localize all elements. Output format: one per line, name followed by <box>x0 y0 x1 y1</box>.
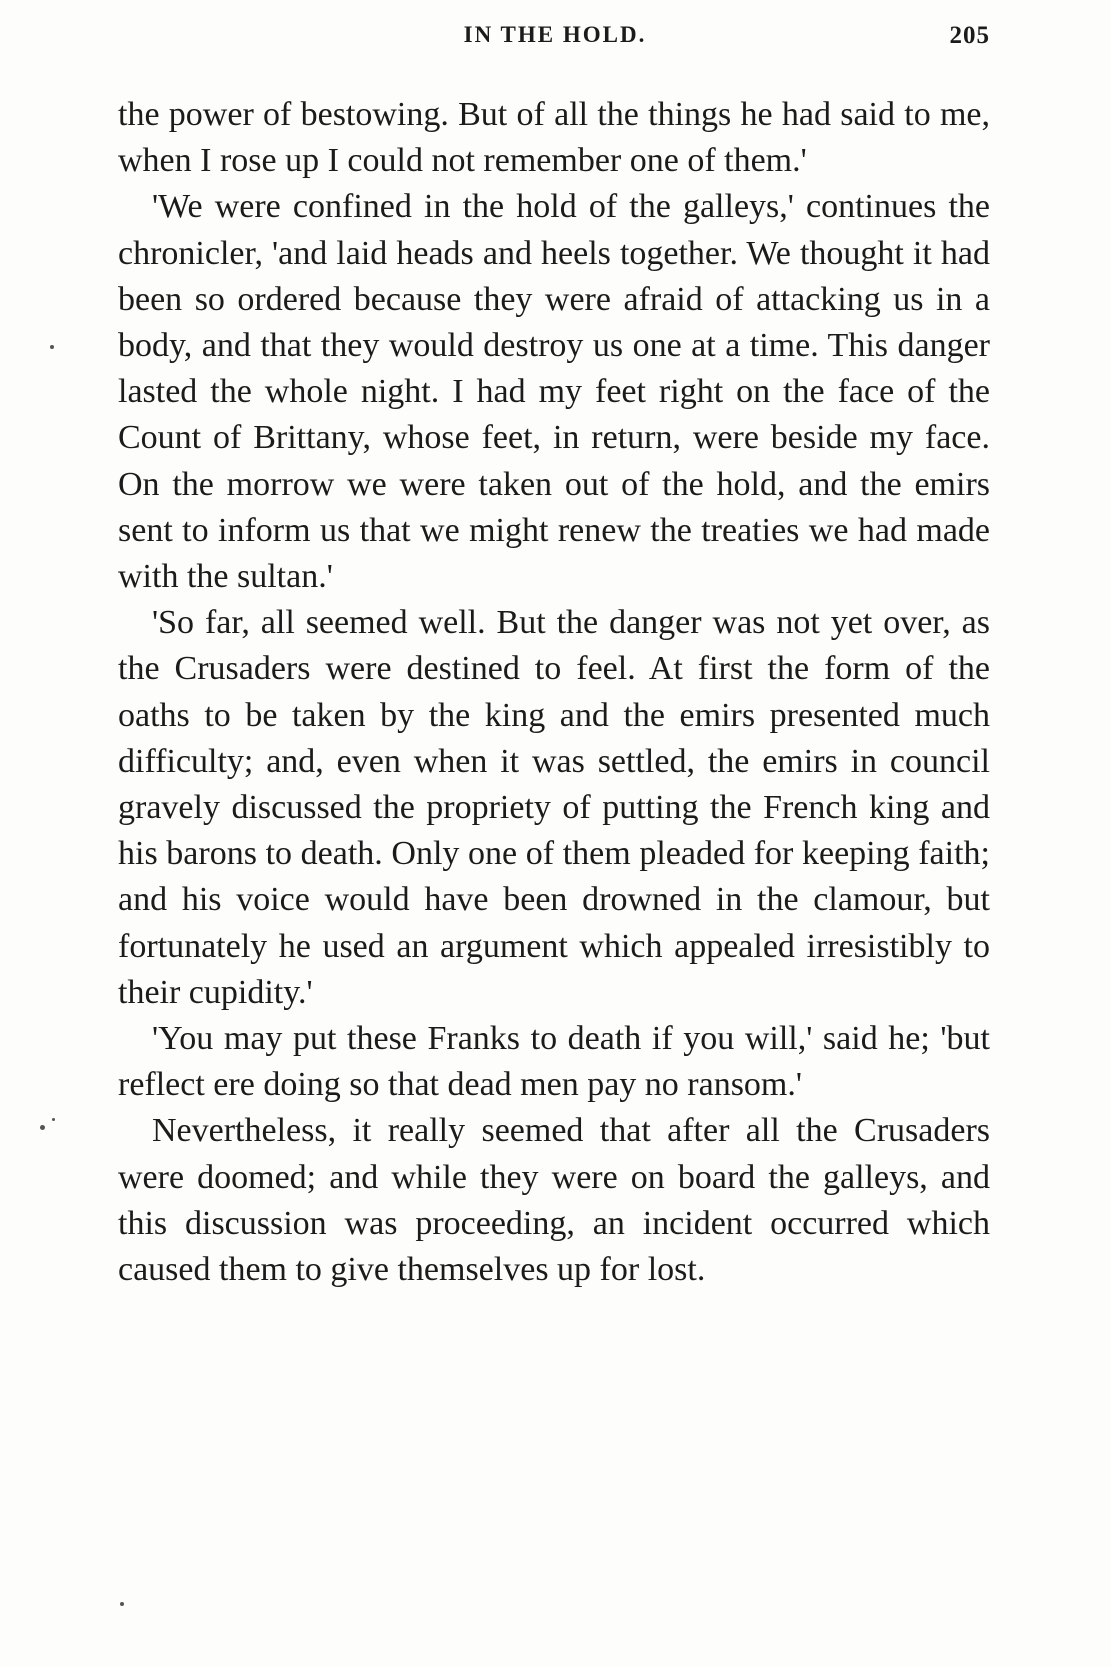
page-number: 205 <box>949 22 990 49</box>
paragraph-hold-quote: 'We were confined in the hold of the galleys,' continues the chronicler, 'and laid heads and heels together. We thought it had been so ordered because they were afraid of attacking us in a body, and that they would destroy us one at a time. This danger lasted the whole night. I had my feet right on the face of the Count of Brittany, whose feet, in return, were beside my face. On the morrow we were taken out of the hold, and the emirs sent to inform us that we might renew the treaties we had made with the sultan.' <box>118 188 990 596</box>
running-title: IN THE HOLD. <box>463 22 647 47</box>
print-speck <box>50 345 54 349</box>
body-text <box>118 92 990 1293</box>
print-speck <box>120 1602 124 1606</box>
paragraph-continuation: the power of bestowing. But of all the things he had said to me, when I rose up I could not remember one of them.' <box>118 96 990 180</box>
paragraph-doomed: Nevertheless, it really seemed that after all the Crusaders were doomed; and while they were on board the galleys, and this discussion was proceeding, an incident occurred which caused them to give themselves up for lost. <box>118 1112 990 1289</box>
print-speck <box>40 1125 45 1130</box>
running-header <box>120 22 990 62</box>
paragraph-oaths: 'So far, all seemed well. But the danger was not yet over, as the Crusaders were destined to feel. At first the form of the oaths to be taken by the king and the emirs presented much difficulty; and, even when it was settled, the emirs in council gravely discussed the propriety of putting the French king and his barons to death. Only one of them pleaded for keeping faith; and his voice would have been drowned in the clamour, but fortunately he used an argument which appealed irresistibly to their cupidity.' <box>118 604 990 1011</box>
print-speck <box>52 1118 55 1121</box>
paragraph-ransom-quote: 'You may put these Franks to death if you will,' said he; 'but reflect ere doing so that dead men pay no ransom.' <box>118 1020 990 1104</box>
